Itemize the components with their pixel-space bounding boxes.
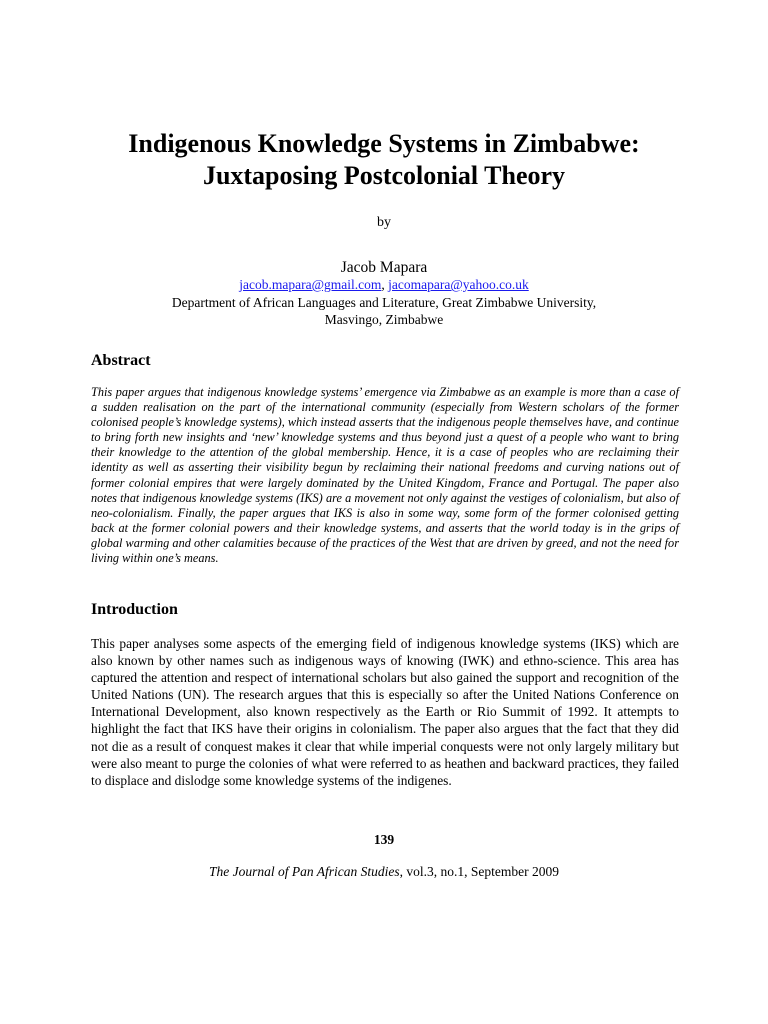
journal-citation [0,864,768,880]
abstract-text: This paper argues that indigenous knowledge systems’ emergence via Zimbabwe as an example is more than a case of a sudden realisation on the part of the international community (especially from Western scholars of the former colonised people’s knowledge systems), which instead asserts that the indigenous people themselves have, and continue to bring forth new insights and ‘new’ knowledge systems and thus beyond just a quest of a people who want to bring their knowledge to the attention of the global membership. Hence, it is a case of peoples who are reclaiming their identity as well as asserting their visibility begun by reclaiming their national freedoms and curving nations out of former colonial empires that were largely dominated by the United Kingdom, France and Portugal. The paper also notes that indigenous knowledge systems (IKS) are a movement not only against the vestiges of colonialism, but also of neo-colonialism. Finally, the paper argues that IKS is also in some way, some form of the former colonised getting back at the former colonial powers and their knowledge systems, and asserts that the world today is in the grips of global warming and other calamities because of the practices of the West that are driven by greed, and not the need for living within one’s means. [91,385,679,566]
affiliation-line-2: Masvingo, Zimbabwe [324,312,444,327]
abstract-heading: Abstract [91,352,151,369]
affiliation-line-1: Department of African Languages and Literature, Great Zimbabwe University, [171,295,597,310]
byline: by [377,215,391,230]
introduction-heading: Introduction [91,601,178,618]
journal-details: , vol.3, no.1, September 2009 [399,864,559,879]
journal-name: The Journal of Pan African Studies [209,864,400,879]
author-affiliation [0,294,768,328]
email-separator: , [381,277,389,292]
paper-title [40,128,728,192]
page-number: 139 [373,832,395,847]
introduction-text: This paper analyses some aspects of the emerging field of indigenous knowledge systems (IKS) which are also known by other names such as indigenous ways of knowing (IWK) and ethno-science. This area has captured the attention and respect of international scholars but also gained the support and recognition of the United Nations (UN). The research argues that this is especially so after the United Nations Conference on International Development, also known respectively as the Earth or Rio Summit of 1992. It attempts to highlight the fact that IKS have their origins in colonialism. The paper also argues that the fact that they did not die as a result of conquest makes it clear that while imperial conquests were not only largely military but were also meant to purge the colonies of what were referred to as heathen and backward practices, they failed to displace and dislodge some knowledge systems of the indigenes. [91,636,679,788]
author-email-link-1[interactable]: jacob.mapara@gmail.com [239,277,382,292]
paper-title-line-2: Juxtaposing Postcolonial Theory [202,161,566,190]
author-email-link-2[interactable]: jacomapara@yahoo.co.uk [388,277,529,292]
author-name: Jacob Mapara [340,259,428,276]
paper-title-line-1: Indigenous Knowledge Systems in Zimbabwe: [128,129,640,158]
author-emails [0,277,768,293]
